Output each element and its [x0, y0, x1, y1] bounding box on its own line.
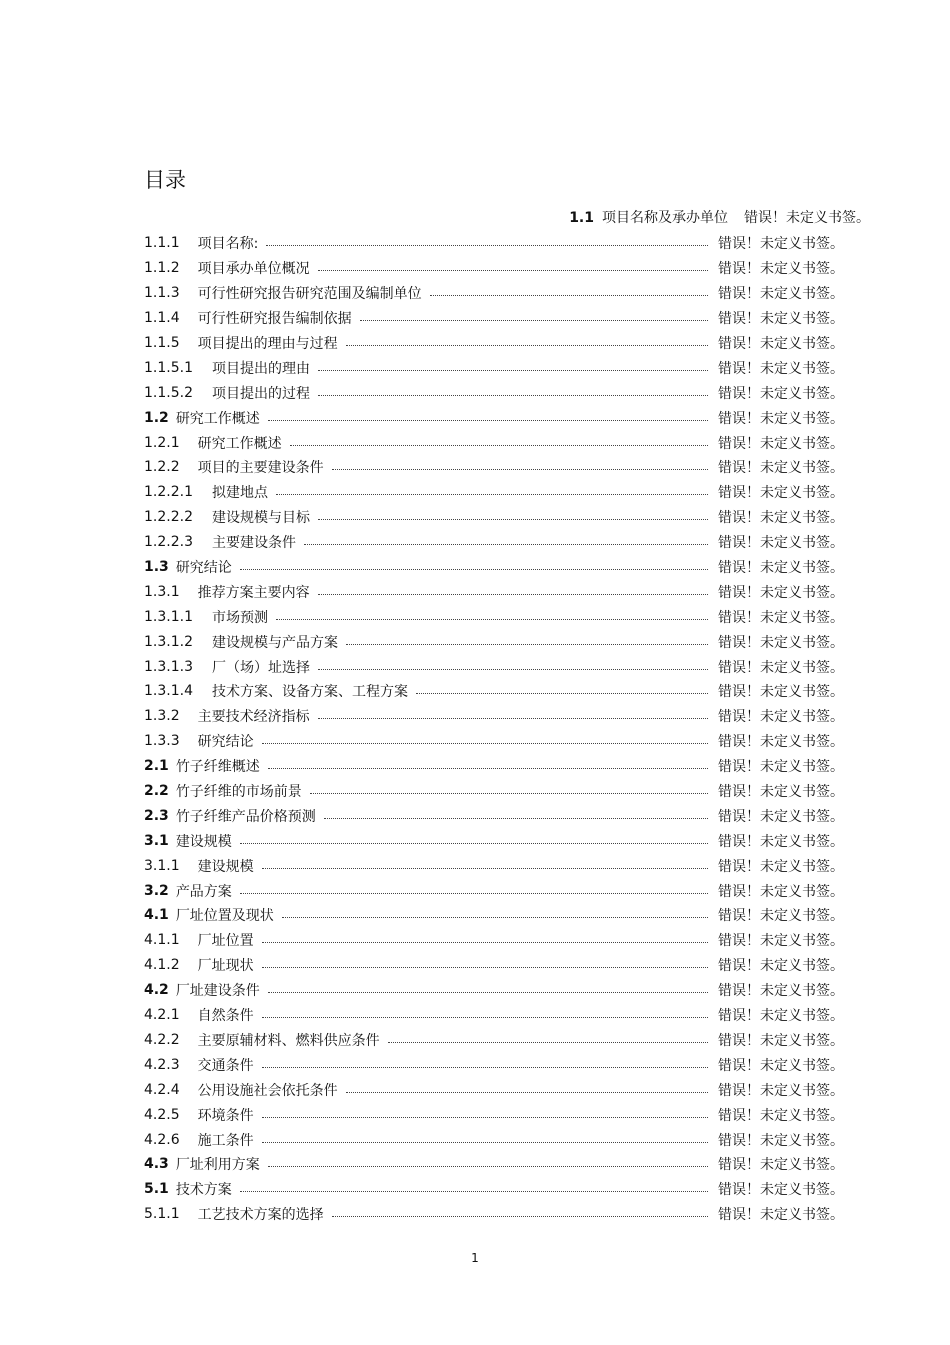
dot-leader [416, 693, 708, 694]
dot-leader [262, 1117, 708, 1118]
dot-leader [276, 619, 708, 620]
page-number: 1 [471, 1251, 479, 1265]
toc-entry-label: 推荐方案主要内容 [197, 584, 310, 601]
toc-entry-number: 4.2.6 [144, 1131, 180, 1148]
toc-entry-label: 环境条件 [197, 1107, 254, 1124]
toc-entry[interactable] [144, 505, 844, 530]
dot-leader [304, 544, 708, 545]
toc-entry[interactable] [144, 604, 844, 629]
dot-leader [262, 967, 708, 968]
toc-entry-number: 4.1.2 [144, 957, 180, 974]
toc-entry[interactable] [144, 430, 844, 455]
toc-entry[interactable] [144, 480, 844, 505]
toc-entry[interactable] [144, 405, 844, 430]
dot-leader [276, 494, 708, 495]
toc-entry-number: 4.3 [144, 1156, 169, 1173]
toc-entry-page: 错误！未定义书签。 [718, 634, 844, 651]
toc-entry-number: 1.3.1.3 [144, 658, 193, 675]
toc-entry-label: 技术方案 [175, 1182, 232, 1199]
toc-entry-page: 错误！未定义书签。 [718, 311, 844, 328]
toc-entry-number: 1.1.5 [144, 335, 180, 351]
dot-leader [318, 718, 708, 719]
toc-entry-number: 1.2.2 [144, 459, 180, 476]
toc-entry-page: 错误！未定义书签。 [718, 236, 844, 253]
toc-entry[interactable] [144, 729, 844, 754]
toc-entry-number: 4.1 [144, 907, 169, 924]
toc-entry-number: 4.2.4 [144, 1081, 180, 1098]
toc-entry-page: 错误！未定义书签。 [718, 535, 844, 552]
toc-entry-label: 产品方案 [175, 883, 232, 900]
dot-leader [332, 469, 708, 470]
toc-entry-page: 错误！未定义书签。 [718, 1157, 844, 1174]
toc-entry-page: 错误！未定义书签。 [718, 933, 844, 950]
dot-leader [388, 1042, 708, 1043]
toc-entry-page: 错误！未定义书签。 [718, 609, 844, 626]
toc-entry-number: 1.3.1 [144, 583, 180, 600]
toc-entry[interactable] [144, 555, 844, 580]
toc-entry-page: 错误！未定义书签。 [718, 1107, 844, 1124]
toc-entry-label: 主要建设条件 [211, 535, 296, 552]
toc-entry[interactable] [144, 281, 844, 306]
toc-entry-label: 项目名称及承办单位 [602, 210, 728, 226]
toc-entry-page: 错误！未定义书签。 [718, 734, 844, 751]
toc-entry[interactable] [144, 455, 844, 480]
dot-leader [346, 644, 708, 645]
toc-entry-page: 错误！未定义书签。 [718, 684, 844, 701]
toc-entry-page: 错误！未定义书签。 [718, 908, 844, 925]
toc-entry-page: 错误！未定义书签。 [718, 1008, 844, 1025]
toc-entry[interactable] [144, 654, 844, 679]
toc-entry[interactable] [144, 579, 844, 604]
toc-entry[interactable] [144, 331, 844, 356]
toc-entry-number: 1.1.3 [144, 285, 180, 302]
toc-entry-number: 1.3 [144, 559, 169, 576]
toc-entry[interactable] [144, 629, 844, 654]
toc-entry[interactable] [144, 978, 844, 1003]
toc-entry-label: 项目提出的理由 [211, 360, 310, 377]
toc-entry-label: 主要技术经济指标 [197, 709, 310, 726]
toc-entry-label: 竹子纤维产品价格预测 [175, 808, 316, 825]
dot-leader [262, 1142, 708, 1143]
dot-leader [430, 295, 708, 296]
toc-entry[interactable] [144, 231, 844, 256]
dot-leader [262, 942, 708, 943]
toc-entry-label: 研究结论 [175, 560, 232, 577]
toc-entry-page: 错误！未定义书签。 [718, 385, 844, 402]
dot-leader [240, 843, 708, 844]
toc-entry[interactable] [144, 1202, 844, 1227]
toc-entry-page: 错误！未定义书签。 [718, 833, 844, 850]
toc-entry-number: 4.2.1 [144, 1007, 180, 1024]
toc-entry-number: 4.1.1 [144, 932, 180, 949]
toc-entry[interactable] [144, 380, 844, 405]
toc-entry-page: 错误！未定义书签。 [718, 659, 844, 676]
dot-leader [318, 370, 708, 371]
toc-entry-number: 1.3.1.1 [144, 608, 193, 625]
toc-entry-page: 错误！未定义书签。 [718, 983, 844, 1000]
toc-entry-page: 错误！未定义书签。 [718, 410, 844, 427]
toc-entry-number: 1.3.1.4 [144, 683, 193, 700]
toc-entry[interactable] [144, 1127, 844, 1152]
toc-entry-number: 4.2.3 [144, 1056, 180, 1073]
toc-entry-label: 自然条件 [197, 1008, 254, 1025]
toc-entry-label: 厂址现状 [197, 958, 254, 975]
toc-entry-page: 错误！未定义书签。 [718, 1182, 844, 1199]
toc-entry-label: 研究结论 [197, 734, 254, 751]
toc-entry-number: 1.1 [569, 210, 594, 226]
toc-entry[interactable] [144, 853, 844, 878]
toc-entry-label: 市场预测 [211, 609, 268, 626]
toc-entry-number: 5.1 [144, 1181, 169, 1198]
toc-entry-number: 3.1 [144, 832, 169, 849]
toc-entry[interactable] [144, 1177, 844, 1202]
toc-entry-page: 错误！未定义书签。 [718, 485, 844, 502]
toc-entry-page: 错误！未定义书签。 [718, 286, 844, 303]
toc-entry-label: 建设规模与目标 [211, 510, 310, 527]
dot-leader [318, 395, 708, 396]
toc-entry-label: 建设规模 [175, 833, 232, 850]
toc-entry-page: 错误！未定义书签。 [718, 858, 844, 875]
toc-entry-page: 错误！未定义书签。 [718, 510, 844, 527]
toc-entry-page: 错误！未定义书签。 [718, 1082, 844, 1099]
toc-entry-number: 1.3.2 [144, 708, 180, 725]
toc-entry-label: 竹子纤维的市场前景 [175, 784, 302, 801]
toc-entry[interactable] [144, 1152, 844, 1177]
toc-entry[interactable] [144, 878, 844, 903]
toc-entry-label: 可行性研究报告研究范围及编制单位 [197, 286, 422, 303]
toc-entry-page: 错误！未定义书签。 [718, 784, 844, 801]
toc-entry-number: 2.1 [144, 758, 169, 775]
toc-entry-page: 错误！未定义书签。 [718, 460, 844, 477]
toc-entry[interactable] [144, 1028, 844, 1053]
toc-entry-first[interactable] [569, 206, 870, 230]
toc-entry-number: 1.2.2.1 [144, 484, 193, 501]
toc-entry[interactable] [144, 828, 844, 853]
toc-entry-label: 厂址利用方案 [175, 1157, 260, 1174]
dot-leader [262, 1067, 708, 1068]
toc-entry[interactable] [144, 803, 844, 828]
dot-leader [318, 669, 708, 670]
toc-entry-number: 2.2 [144, 783, 169, 800]
dot-leader [290, 445, 708, 446]
dot-leader [268, 992, 708, 993]
dot-leader [332, 1216, 708, 1217]
toc-entry-page: 错误！未定义书签。 [718, 958, 844, 975]
toc-entry-number: 1.2 [144, 409, 169, 426]
toc-entry[interactable] [144, 928, 844, 953]
dot-leader [360, 320, 708, 321]
toc-entry-number: 1.2.1 [144, 434, 180, 451]
toc-entry-page: 错误！未定义书签。 [718, 261, 844, 278]
toc-entry-number: 1.3.1.2 [144, 633, 193, 650]
toc-entry-label: 项目名称: [197, 236, 259, 253]
toc-entry-label: 项目提出的过程 [211, 385, 310, 402]
toc-entry-number: 3.1.1 [144, 857, 180, 874]
toc-entry-label: 竹子纤维概述 [175, 759, 260, 776]
toc-entry-label: 施工条件 [197, 1132, 254, 1149]
toc-entry-page: 错误！未定义书签。 [718, 1032, 844, 1049]
toc-entry-label: 厂址位置 [197, 933, 254, 950]
toc-entry-number: 2.3 [144, 807, 169, 824]
toc-entry-number: 1.3.3 [144, 733, 180, 750]
toc-entry-number: 3.2 [144, 882, 169, 899]
toc-entry-page: 错误！未定义书签。 [718, 584, 844, 601]
toc-entry-number: 1.1.1 [144, 235, 180, 252]
toc-entry-label: 交通条件 [197, 1057, 254, 1074]
toc-entry-page: 错误！未定义书签。 [718, 1132, 844, 1149]
dot-leader [324, 818, 708, 819]
toc-entry[interactable] [144, 754, 844, 779]
toc-entry-number: 1.2.2.2 [144, 509, 193, 526]
dot-leader [240, 569, 708, 570]
toc-entry-label: 厂址建设条件 [175, 983, 260, 1000]
dot-leader [318, 270, 708, 271]
toc-entry-page: 错误！未定义书签。 [744, 210, 870, 226]
toc-entry-number: 1.2.2.3 [144, 534, 193, 551]
toc-entry-label: 厂（场）址选择 [211, 659, 310, 676]
toc-entry-number: 1.1.5.1 [144, 359, 193, 376]
toc-entry[interactable] [144, 903, 844, 928]
dot-leader [262, 1017, 708, 1018]
toc-entry-number: 5.1.1 [144, 1206, 180, 1223]
toc-entry-label: 技术方案、设备方案、工程方案 [211, 684, 408, 701]
toc-entry[interactable] [144, 306, 844, 331]
toc-entry[interactable] [144, 256, 844, 281]
toc-entry-page: 错误！未定义书签。 [718, 883, 844, 900]
toc-entry[interactable] [144, 1052, 844, 1077]
dot-leader [262, 868, 708, 869]
toc-entry[interactable] [144, 1077, 844, 1102]
toc-entry-label: 可行性研究报告编制依据 [197, 311, 352, 328]
toc-entry-page: 错误！未定义书签。 [718, 808, 844, 825]
toc-entry-label: 工艺技术方案的选择 [197, 1207, 324, 1224]
dot-leader [268, 768, 708, 769]
toc-entry-page: 错误！未定义书签。 [718, 1057, 844, 1074]
toc-title: 目录 [144, 168, 186, 192]
dot-leader [318, 594, 708, 595]
toc-entry-label: 拟建地点 [211, 485, 268, 502]
toc-entry-page: 错误！未定义书签。 [718, 360, 844, 377]
toc-entry-page: 错误！未定义书签。 [718, 435, 844, 452]
toc-entry-page: 错误！未定义书签。 [718, 560, 844, 577]
toc-entry-number: 4.2.5 [144, 1106, 180, 1123]
toc-entry-label: 项目承办单位概况 [197, 261, 310, 278]
toc-entry-number: 4.2.2 [144, 1031, 180, 1048]
dot-leader [240, 893, 708, 894]
dot-leader [240, 1191, 708, 1192]
toc-entry-page: 错误！未定义书签。 [718, 759, 844, 776]
toc-entry[interactable] [144, 1102, 844, 1127]
toc-entry[interactable] [144, 679, 844, 704]
toc-entry-page: 错误！未定义书签。 [718, 336, 844, 352]
toc-entry-page: 错误！未定义书签。 [718, 1207, 844, 1224]
toc-entry-label: 项目的主要建设条件 [197, 460, 324, 477]
toc-entry-label: 厂址位置及现状 [175, 908, 274, 925]
dot-leader [346, 345, 708, 346]
dot-leader [268, 420, 708, 421]
toc-entry-number: 1.1.5.2 [144, 384, 193, 401]
toc-list [144, 231, 844, 1227]
toc-entry-label: 研究工作概述 [175, 410, 260, 427]
toc-entry-label: 项目提出的理由与过程 [197, 336, 338, 352]
toc-entry[interactable] [144, 1003, 844, 1028]
dot-leader [310, 793, 708, 794]
toc-entry[interactable] [144, 704, 844, 729]
dot-leader [266, 245, 708, 246]
toc-entry[interactable] [144, 355, 844, 380]
toc-entry-number: 1.1.4 [144, 310, 180, 327]
dot-leader [268, 1166, 708, 1167]
toc-entry-number: 4.2 [144, 982, 169, 999]
toc-entry-label: 公用设施社会依托条件 [197, 1082, 338, 1099]
toc-entry[interactable] [144, 530, 844, 555]
dot-leader [282, 917, 708, 918]
toc-entry-page: 错误！未定义书签。 [718, 709, 844, 726]
toc-entry-label: 建设规模与产品方案 [211, 634, 338, 651]
toc-entry[interactable] [144, 953, 844, 978]
dot-leader [346, 1092, 708, 1093]
toc-entry-number: 1.1.2 [144, 260, 180, 277]
toc-entry-label: 建设规模 [197, 858, 254, 875]
toc-entry-label: 主要原辅材料、燃料供应条件 [197, 1032, 380, 1049]
toc-entry[interactable] [144, 779, 844, 804]
toc-entry-label: 研究工作概述 [197, 435, 282, 452]
dot-leader [318, 519, 708, 520]
dot-leader [262, 743, 708, 744]
